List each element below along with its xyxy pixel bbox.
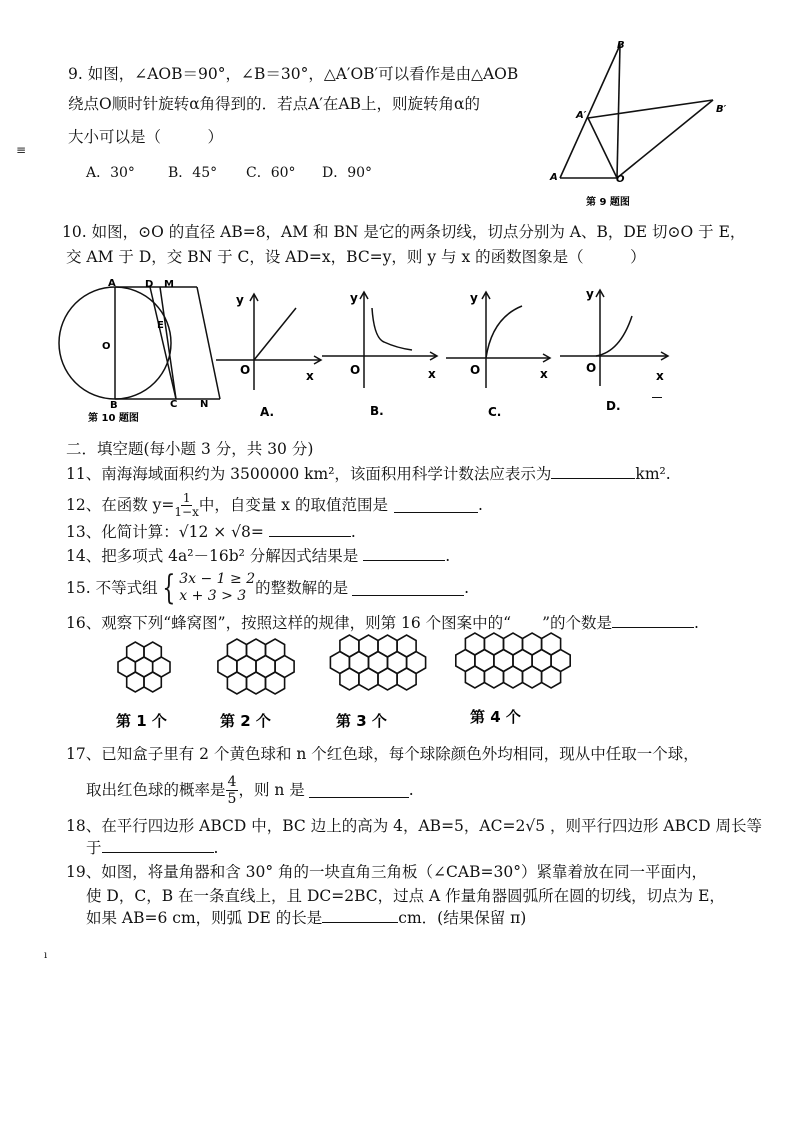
q17-denominator: 5 bbox=[227, 790, 237, 807]
q19-answer-blank[interactable] bbox=[322, 908, 398, 923]
q16-end: . bbox=[694, 614, 699, 632]
q16-caption-1: 第 1 个 bbox=[116, 712, 167, 730]
q19-line3-text: 如果 AB=6 cm，则弧 DE 的长是 bbox=[86, 909, 323, 927]
margin-mark: ≡ bbox=[16, 143, 27, 157]
q17-answer-blank[interactable] bbox=[309, 783, 409, 798]
q18-answer-blank[interactable] bbox=[102, 838, 214, 853]
q15-brace: { bbox=[161, 568, 175, 608]
q12-end: . bbox=[477, 496, 483, 514]
q10-graph-a-x: x bbox=[306, 369, 314, 383]
q10-label-d: D bbox=[145, 279, 154, 290]
q15-row1: 3x − 1 ≥ 2 bbox=[179, 571, 256, 587]
q16-answer-blank[interactable] bbox=[612, 613, 694, 628]
q12-fraction bbox=[174, 492, 198, 519]
q10-label-m: M bbox=[164, 279, 174, 290]
q13-end: . bbox=[350, 523, 356, 541]
honeycomb-1-cell bbox=[144, 672, 161, 692]
honeycomb-3-cell bbox=[340, 668, 359, 690]
q10-graph-c bbox=[446, 288, 556, 418]
q10-label-e: E bbox=[157, 320, 164, 331]
q16-caption-3: 第 3 个 bbox=[336, 712, 387, 730]
q10-graph-c-curve bbox=[486, 306, 522, 358]
q10-graph-d-curve bbox=[596, 316, 632, 356]
q10-graph-d-label: D. bbox=[606, 399, 621, 413]
q17-fraction bbox=[226, 774, 239, 807]
q10-graph-a-line bbox=[254, 308, 296, 360]
q9-label-ap: A′ bbox=[576, 110, 587, 121]
q10-label-a: A bbox=[108, 278, 116, 289]
q10-graph-d-x: x bbox=[656, 369, 664, 383]
honeycomb-1-cell bbox=[127, 672, 144, 692]
stray-dot: ı bbox=[44, 950, 48, 961]
q9-line3: 大小可以是（ ） bbox=[68, 128, 224, 146]
q10-label-n: N bbox=[200, 399, 209, 410]
q10-graph-a-label: A. bbox=[260, 405, 275, 419]
honeycomb-3-cell bbox=[397, 668, 416, 690]
q10-graph-b bbox=[322, 288, 444, 418]
q11-answer-blank[interactable] bbox=[551, 464, 635, 479]
q9-line1: 9. 如图，∠AOB＝90°，∠B＝30°，△A′OB′可以看作是由△AOB bbox=[68, 65, 519, 83]
q11-text: 11、南海海域面积约为 3500000 km²，该面积用科学计数法应表示为 bbox=[66, 465, 552, 483]
q15 bbox=[66, 568, 469, 608]
honeycomb-4-cell bbox=[504, 666, 523, 688]
q18-line1: 18、在平行四边形 ABCD 中，BC 边上的高为 4，AB=5，AC=2√5 ，则平行四边形 ABCD 周长等 bbox=[66, 817, 763, 835]
q14 bbox=[66, 546, 450, 566]
q16-caption-2: 第 2 个 bbox=[220, 712, 271, 730]
q17-post: ，则 n 是 bbox=[238, 781, 305, 799]
q10-graph-b-y: y bbox=[350, 291, 358, 305]
q9-label-b: B bbox=[617, 40, 625, 51]
q12-numerator: 1 bbox=[182, 490, 191, 505]
q10-label-c: C bbox=[170, 399, 178, 410]
q19-line2: 使 D，C，B 在一条直线上，且 DC=2BC，过点 A 作量角器圆弧所在圆的切线，切点为 E， bbox=[86, 887, 725, 905]
q10-graph-d-o: O bbox=[586, 361, 597, 375]
honeycomb-4-cell bbox=[523, 666, 542, 688]
honeycomb-4-cell bbox=[484, 666, 503, 688]
q10-line1: 10. 如图，⊙O 的直径 AB=8，AM 和 BN 是它的两条切线，切点分别为 A、B，DE 切⊙O 于 E， bbox=[62, 223, 746, 241]
honeycomb-2-cell bbox=[247, 672, 266, 694]
q18-line2-text: 于 bbox=[86, 839, 102, 857]
q9-option-d: D．90° bbox=[322, 165, 373, 181]
q13-answer-blank[interactable] bbox=[269, 522, 351, 537]
q17-line2 bbox=[86, 773, 414, 807]
q10-graph-c-x: x bbox=[540, 367, 548, 381]
q11 bbox=[66, 464, 671, 484]
q10-graph-a-y: y bbox=[236, 293, 244, 307]
q17-pre: 取出红色球的概率是 bbox=[86, 781, 226, 799]
q10-label-b: B bbox=[110, 400, 118, 411]
q10-line2: 交 AM 于 D，交 BN 于 C，设 AD=x，BC=y，则 y 与 x 的函数图象是（ ） bbox=[66, 248, 646, 266]
q9-label-a: A bbox=[550, 172, 558, 183]
honeycomb-2-cell bbox=[266, 672, 285, 694]
q9-label-o: O bbox=[616, 174, 625, 185]
q10-graph-c-label: C. bbox=[488, 405, 502, 419]
q17-numerator: 4 bbox=[227, 773, 237, 790]
q10-caption: 第 10 题图 bbox=[88, 413, 139, 424]
q16-caption-4: 第 4 个 bbox=[470, 708, 521, 726]
q17-end: . bbox=[408, 781, 414, 799]
q10-graph-d-y: y bbox=[586, 287, 594, 301]
q10-graph-a-o: O bbox=[240, 363, 251, 377]
q17-line1: 17、已知盒子里有 2 个黄色球和 n 个红色球，每个球除颜色外均相同，现从中任取一个球， bbox=[66, 745, 699, 763]
q10-graph-a bbox=[216, 290, 326, 420]
q9-caption: 第 9 题图 bbox=[586, 197, 630, 208]
q14-answer-blank[interactable] bbox=[363, 546, 445, 561]
q10-graph-b-x: x bbox=[428, 367, 436, 381]
q15-end: . bbox=[464, 579, 470, 597]
q18-line2 bbox=[86, 838, 218, 858]
section2-title: 二．填空题(每小题 3 分，共 30 分) bbox=[66, 440, 314, 458]
q19-line3 bbox=[86, 908, 526, 928]
q19-line3b: cm．(结果保留 π) bbox=[398, 909, 527, 927]
q12-post: 中，自变量 x 的取值范围是 bbox=[198, 496, 388, 514]
q9-label-bp: B′ bbox=[716, 104, 727, 115]
q14-text: 14、把多项式 4a²－16b² 分解因式结果是 bbox=[66, 547, 364, 565]
q12-denominator: 1−x bbox=[174, 504, 199, 519]
q13-text: 13、化简计算：√12 × √8= bbox=[66, 523, 269, 541]
honeycomb-4-cell bbox=[542, 666, 561, 688]
q15-row2: x + 3 > 3 bbox=[179, 588, 247, 604]
honeycomb-2-cell bbox=[227, 672, 246, 694]
q15-pre: 15. 不等式组 bbox=[66, 579, 158, 597]
honeycomb-3-cell bbox=[378, 668, 397, 690]
q10-graph-b-o: O bbox=[350, 363, 361, 377]
q10-graph-c-o: O bbox=[470, 363, 481, 377]
q16-honeycomb-figures bbox=[100, 630, 600, 740]
q19-line1: 19、如图，将量角器和含 30° 角的一块直角三角板（∠CAB=30°）紧靠着放在同一平面内， bbox=[66, 863, 707, 881]
q14-end: . bbox=[445, 547, 451, 565]
q10-graph-c-y: y bbox=[470, 291, 478, 305]
q9-figure bbox=[540, 40, 740, 208]
q16-text: 16、观察下列“蜂窝图”，按照这样的规律，则第 16 个图案中的“ ”的个数是 bbox=[66, 614, 612, 632]
q12 bbox=[66, 490, 483, 520]
q9-option-b: B．45° bbox=[168, 165, 218, 181]
q10-figure bbox=[60, 280, 220, 430]
q9-option-a: A．30° bbox=[86, 165, 135, 181]
q12-answer-blank[interactable] bbox=[394, 498, 478, 513]
honeycomb-3-cell bbox=[359, 668, 378, 690]
q15-post: 的整数解的是 bbox=[255, 579, 349, 597]
q10-graph-b-label: B. bbox=[370, 404, 384, 418]
q10-graph-b-curve bbox=[372, 308, 412, 350]
q9-line2: 绕点O顺时针旋转α角得到的．若点A′在AB上，则旋转角α的 bbox=[68, 95, 480, 113]
q12-pre: 12、在函数 y= bbox=[66, 496, 175, 514]
q9-option-c: C．60° bbox=[246, 165, 296, 181]
q15-answer-blank[interactable] bbox=[352, 581, 464, 596]
q13 bbox=[66, 522, 356, 542]
q10-label-o: O bbox=[102, 341, 111, 352]
q18-end: . bbox=[213, 839, 219, 857]
q11-unit: km². bbox=[635, 465, 671, 483]
honeycomb-4-cell bbox=[465, 666, 484, 688]
q15-system bbox=[158, 568, 256, 608]
q10-stray-mark bbox=[652, 397, 662, 398]
